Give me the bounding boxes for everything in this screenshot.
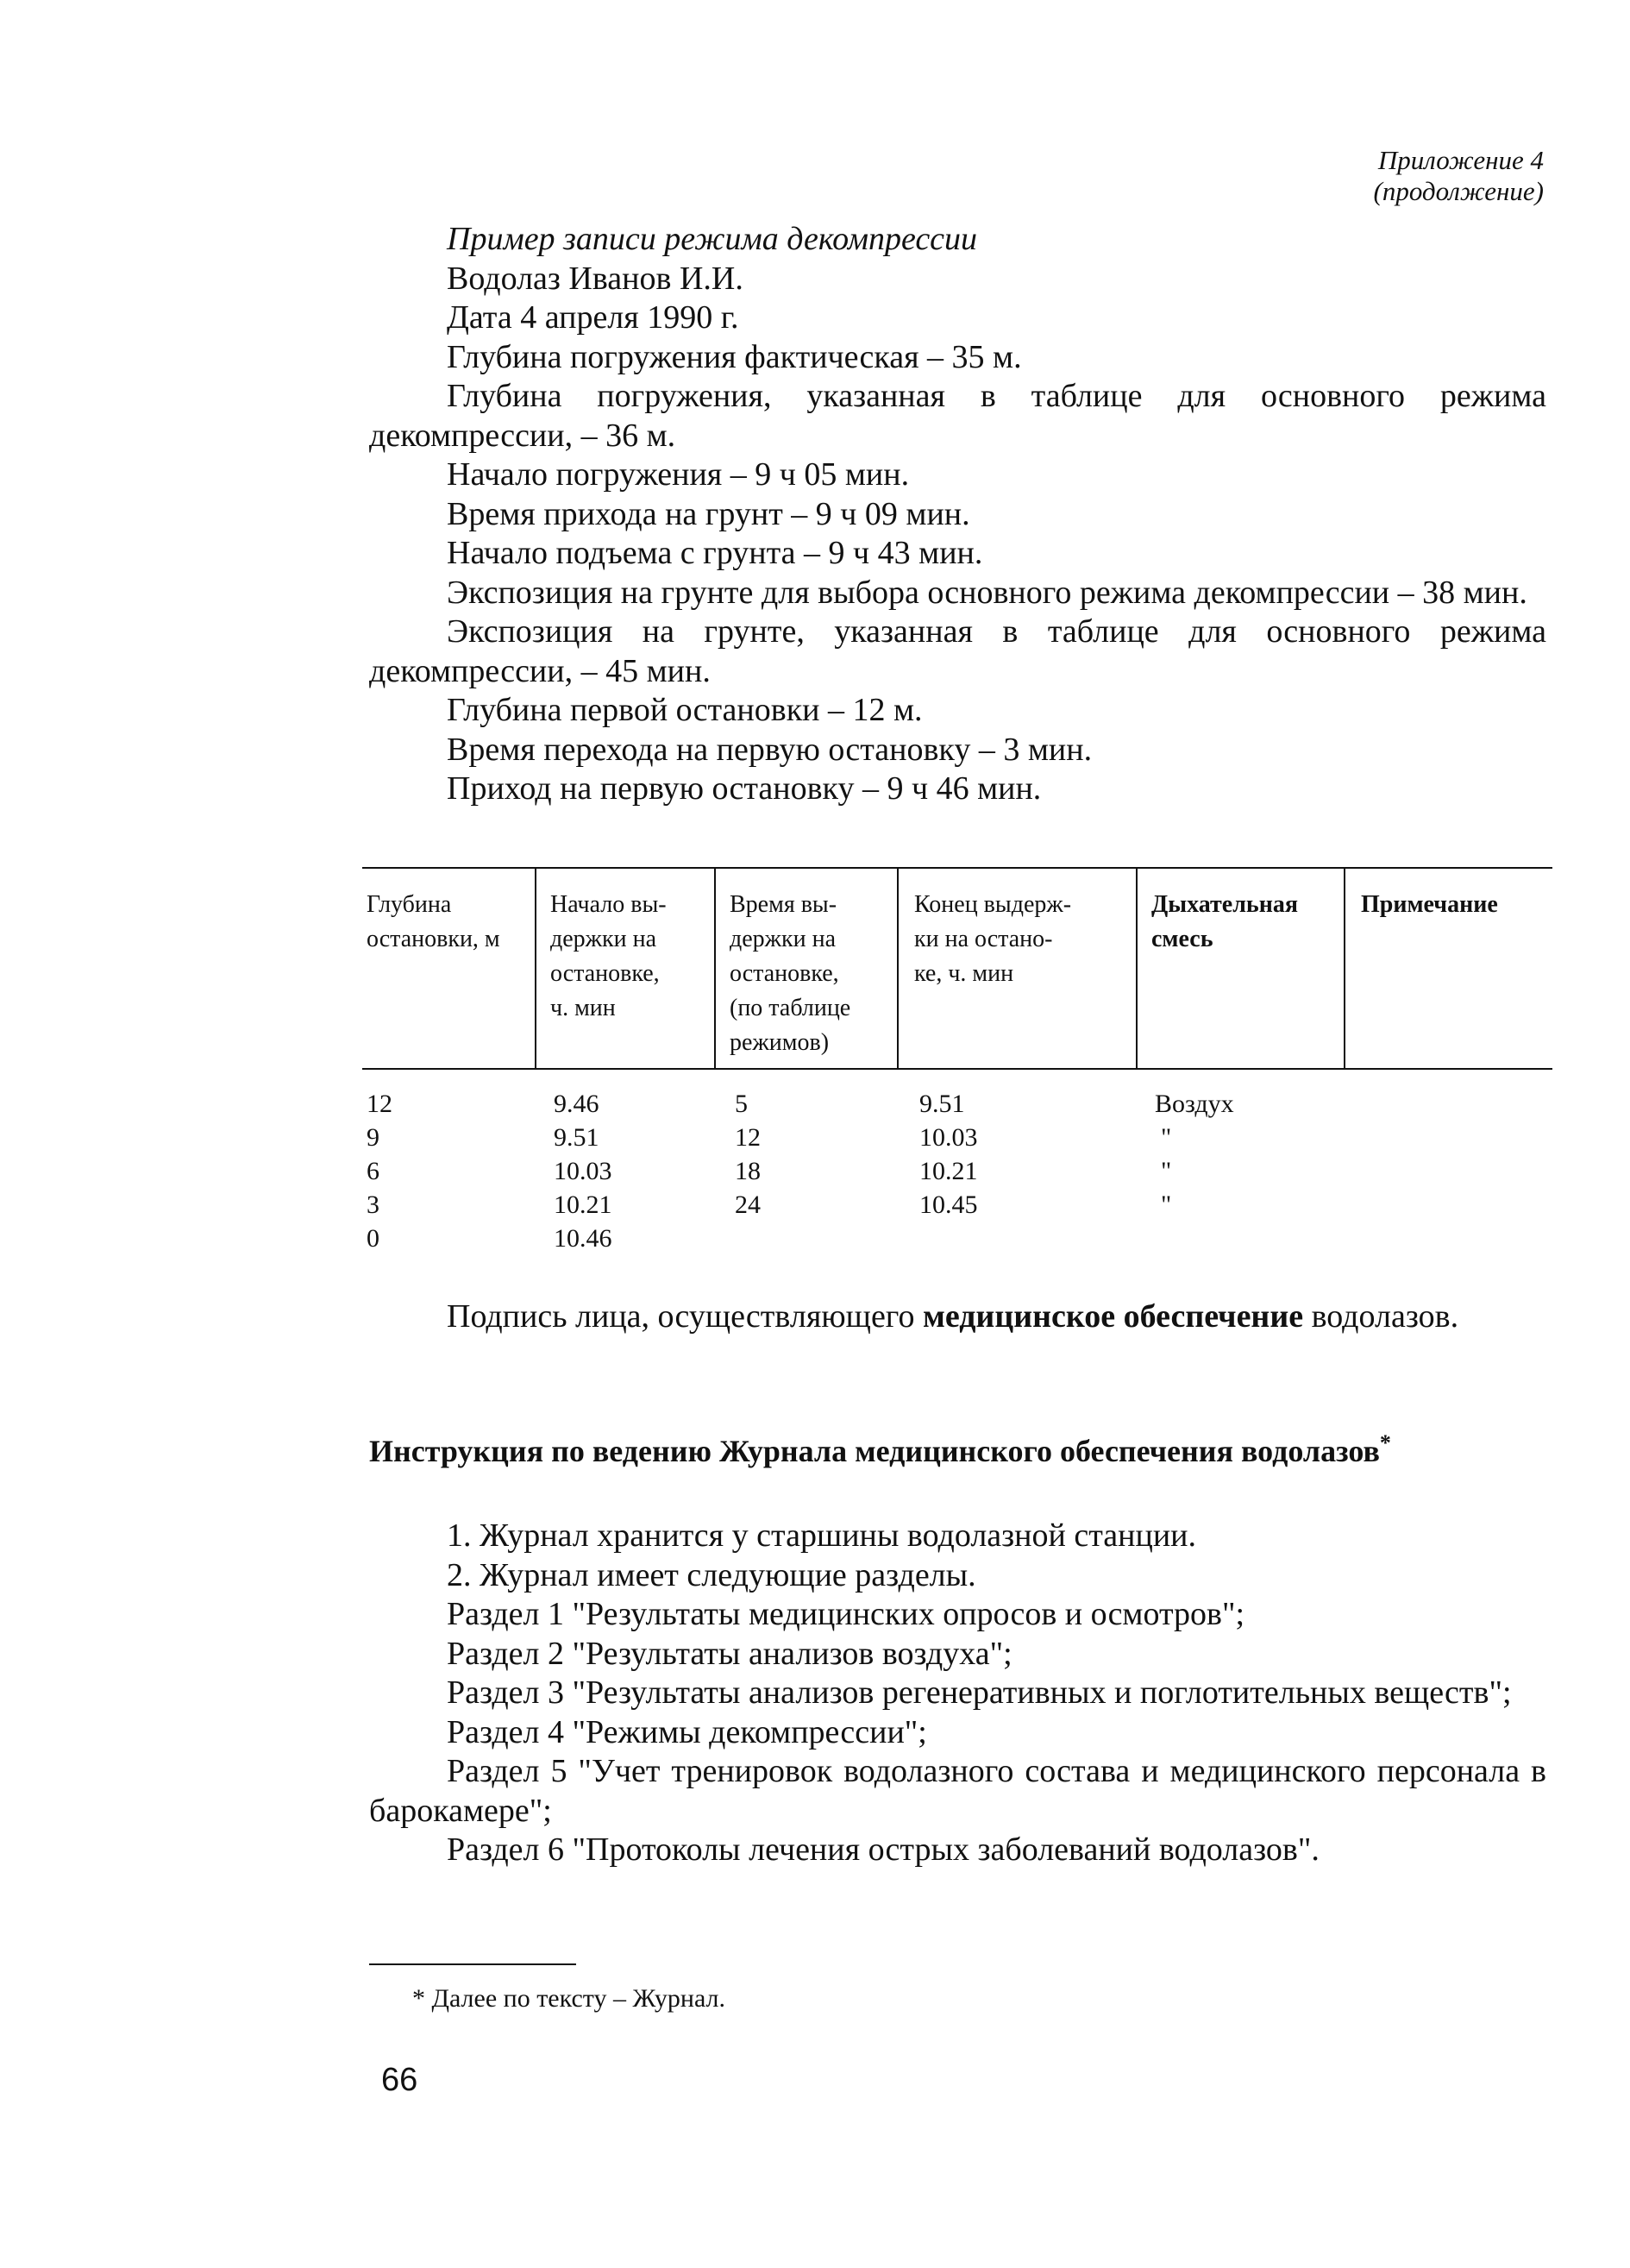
- cell-end: 10.45: [919, 1191, 978, 1219]
- instruction-item: 2. Журнал имеет следующие разделы.: [447, 1556, 976, 1593]
- cell-depth: 0: [367, 1224, 379, 1253]
- instruction-item: Раздел 2 "Результаты анализов воздуха";: [447, 1635, 1012, 1672]
- appendix-label: [1026, 145, 1544, 207]
- instruction-title: Инструкция по ведению Журнала медицинского обеспечения водолазов*: [369, 1430, 1391, 1468]
- signature-prefix: Подпись лица, осуществляющего: [447, 1298, 923, 1335]
- page-number: 66: [381, 2062, 418, 2098]
- table-row: [362, 1123, 1552, 1157]
- example-line: Экспозиция на грунте для выбора основного режима декомпрессии – 38 мин.: [447, 574, 1527, 611]
- cell-start: 10.21: [554, 1191, 612, 1219]
- table-header-rule: [362, 1068, 1552, 1070]
- signature-bold: медицинское обеспечение: [922, 1298, 1304, 1335]
- column-divider: [714, 867, 716, 1068]
- cell-start: 10.46: [554, 1224, 612, 1253]
- header-stop-start: Начало вы- держки на остановке, ч. мин: [550, 891, 667, 1021]
- cell-mix: Воздух: [1155, 1090, 1234, 1118]
- cell-depth: 3: [367, 1191, 379, 1219]
- cell-mix: ": [1161, 1191, 1172, 1219]
- example-line: Время прихода на грунт – 9 ч 09 мин.: [447, 495, 970, 532]
- header-breathing-mix: Дыхательная смесь: [1151, 891, 1299, 952]
- cell-end: 9.51: [919, 1090, 965, 1118]
- cell-duration: 24: [735, 1191, 761, 1219]
- example-line: Экспозиция на грунте, указанная в таблице для основного режима декомпрессии, – 45 мин.: [369, 613, 1546, 689]
- instruction-item: Раздел 3 "Результаты анализов регенеративных и поглотительных веществ";: [447, 1674, 1512, 1711]
- example-line: Начало подъема с грунта – 9 ч 43 мин.: [447, 535, 983, 571]
- table-body: [362, 1090, 1552, 1258]
- example-line: Начало погружения – 9 ч 05 мин.: [447, 456, 910, 493]
- cell-depth: 6: [367, 1157, 379, 1185]
- example-section: [369, 220, 1546, 809]
- header-depth: Глубина остановки, м: [367, 891, 500, 952]
- footnote: * Далее по тексту – Журнал.: [412, 1984, 726, 2013]
- example-line: Глубина погружения, указанная в таблице для основного режима декомпрессии, – 36 м.: [369, 378, 1546, 454]
- cell-duration: 5: [735, 1090, 748, 1118]
- instruction-item: Раздел 6 "Протоколы лечения острых заболеваний водолазов".: [447, 1831, 1320, 1868]
- example-line: Дата 4 апреля 1990 г.: [447, 299, 739, 336]
- cell-start: 9.51: [554, 1123, 599, 1152]
- footnote-divider: [369, 1963, 576, 1965]
- table-row: [362, 1090, 1552, 1123]
- example-line: Водолаз Иванов И.И.: [447, 260, 743, 297]
- instruction-list: [369, 1517, 1546, 1870]
- table-row: [362, 1224, 1552, 1258]
- cell-mix: ": [1161, 1157, 1172, 1185]
- signature-line: [369, 1294, 1546, 1339]
- footnote-mark: *: [1379, 1430, 1391, 1455]
- header-stop-end: Конец выдерж- ки на остано- ке, ч. мин: [914, 891, 1072, 987]
- appendix-number: Приложение 4: [1377, 145, 1544, 175]
- cell-mix: ": [1161, 1123, 1172, 1152]
- cell-depth: 12: [367, 1090, 392, 1118]
- instruction-item: Раздел 5 "Учет тренировок водолазного состава и медицинского персонала в барокамере";: [369, 1753, 1546, 1829]
- column-divider: [1136, 867, 1138, 1068]
- cell-end: 10.21: [919, 1157, 978, 1185]
- example-line: Приход на первую остановку – 9 ч 46 мин.: [447, 770, 1042, 807]
- signature-suffix: водолазов.: [1303, 1298, 1459, 1335]
- instruction-item: Раздел 4 "Режимы декомпрессии";: [447, 1713, 927, 1750]
- appendix-continued: (продолжение): [1373, 176, 1544, 206]
- example-line: Время перехода на первую остановку – 3 мин.: [447, 731, 1093, 768]
- cell-end: 10.03: [919, 1123, 978, 1152]
- table-top-rule: [362, 867, 1552, 869]
- column-divider: [1344, 867, 1345, 1068]
- instruction-item: 1. Журнал хранится у старшины водолазной станции.: [447, 1517, 1196, 1554]
- header-note: Примечание: [1361, 891, 1498, 918]
- column-divider: [535, 867, 536, 1068]
- cell-depth: 9: [367, 1123, 379, 1152]
- header-stop-duration: Время вы- держки на остановке, (по таблице режимов): [730, 891, 851, 1056]
- table-row: [362, 1191, 1552, 1224]
- instruction-item: Раздел 1 "Результаты медицинских опросов и осмотров";: [447, 1596, 1245, 1632]
- example-line: Глубина первой остановки – 12 м.: [447, 692, 923, 728]
- cell-duration: 12: [735, 1123, 761, 1152]
- cell-duration: 18: [735, 1157, 761, 1185]
- example-line: Глубина погружения фактическая – 35 м.: [447, 338, 1022, 375]
- table-row: [362, 1157, 1552, 1191]
- column-divider: [897, 867, 899, 1068]
- cell-start: 10.03: [554, 1157, 612, 1185]
- cell-start: 9.46: [554, 1090, 599, 1118]
- example-title: Пример записи режима декомпрессии: [447, 221, 978, 257]
